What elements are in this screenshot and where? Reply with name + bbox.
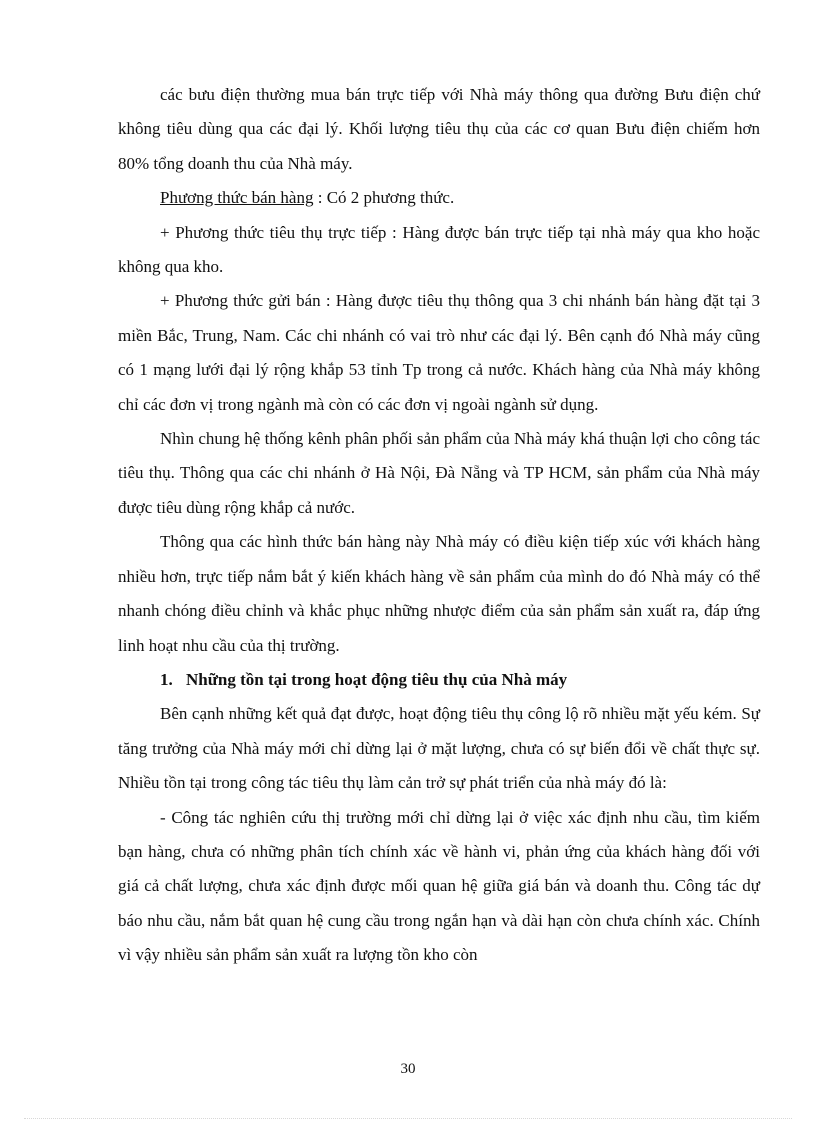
paragraph: - Công tác nghiên cứu thị trường mới chỉ dừng lại ở việc xác định nhu cầu, tìm kiếm bạn hàng, chưa có những phân tích chính xác về hành vi, phản ứng của khách hàng đối với giá cả chất lượng, chưa xác định được mối quan hệ giữa giá bán và doanh thu. Công tác dự báo nhu cầu, nắm bắt quan hệ cung cầu trong ngắn hạn và dài hạn còn chưa chính xác. Chính vì vậy nhiều sản phẩm sản xuất ra lượng tồn kho còn	[118, 807, 760, 965]
paragraph: + Phương thức tiêu thụ trực tiếp : Hàng được bán trực tiếp tại nhà máy qua kho hoặc không qua kho.	[118, 222, 760, 277]
page-bottom-divider	[24, 1118, 792, 1119]
sales-method-line	[118, 181, 760, 215]
paragraph: Nhìn chung hệ thống kênh phân phối sản phẩm của Nhà máy khá thuận lợi cho công tác tiêu thụ. Thông qua các chi nhánh ở Hà Nội, Đà Nẵng và TP HCM, sản phẩm của Nhà máy được tiêu dùng rộng khắp cả nước.	[118, 429, 760, 517]
section-number: 1.	[160, 669, 173, 689]
document-body	[118, 78, 760, 973]
paragraph: các bưu điện thường mua bán trực tiếp với Nhà máy thông qua đường Bưu điện chứ không tiêu dùng qua các đại lý. Khối lượng tiêu thụ của các cơ quan Bưu điện chiếm hơn 80% tổng doanh thu của Nhà máy.	[118, 85, 760, 173]
page-number: 30	[400, 1061, 416, 1077]
sales-method-label: Phương thức bán hàng	[160, 188, 314, 208]
section-title: Những tồn tại trong hoạt động tiêu thụ của Nhà máy	[186, 669, 568, 689]
paragraph: Thông qua các hình thức bán hàng này Nhà máy có điều kiện tiếp xúc với khách hàng nhiều hơn, trực tiếp nắm bắt ý kiến khách hàng về sản phẩm của mình do đó Nhà máy có thể nhanh chóng điều chỉnh và khắc phục những nhược điểm của sản phẩm sản xuất ra, đáp ứng linh hoạt nhu cầu của thị trường.	[118, 532, 760, 655]
sales-method-text: : Có 2 phương thức.	[313, 188, 455, 208]
paragraph: + Phương thức gửi bán : Hàng được tiêu thụ thông qua 3 chi nhánh bán hàng đặt tại 3 miền Bắc, Trung, Nam. Các chi nhánh có vai trò như các đại lý. Bên cạnh đó Nhà máy cũng có 1 mạng lưới đại lý rộng khắp 53 tỉnh Tp trong cả nước. Khách hàng của Nhà máy không chỉ các đơn vị trong ngành mà còn có các đơn vị ngoài ngành sử dụng.	[118, 291, 760, 414]
paragraph: Bên cạnh những kết quả đạt được, hoạt động tiêu thụ công lộ rõ nhiều mặt yếu kém. Sự tăng trưởng của Nhà máy mới chỉ dừng lại ở mặt lượng, chưa có sự biến đổi về chất thực sự. Nhiều tồn tại trong công tác tiêu thụ làm cản trở sự phát triển của nhà máy đó là:	[118, 704, 760, 793]
section-heading	[118, 663, 760, 697]
